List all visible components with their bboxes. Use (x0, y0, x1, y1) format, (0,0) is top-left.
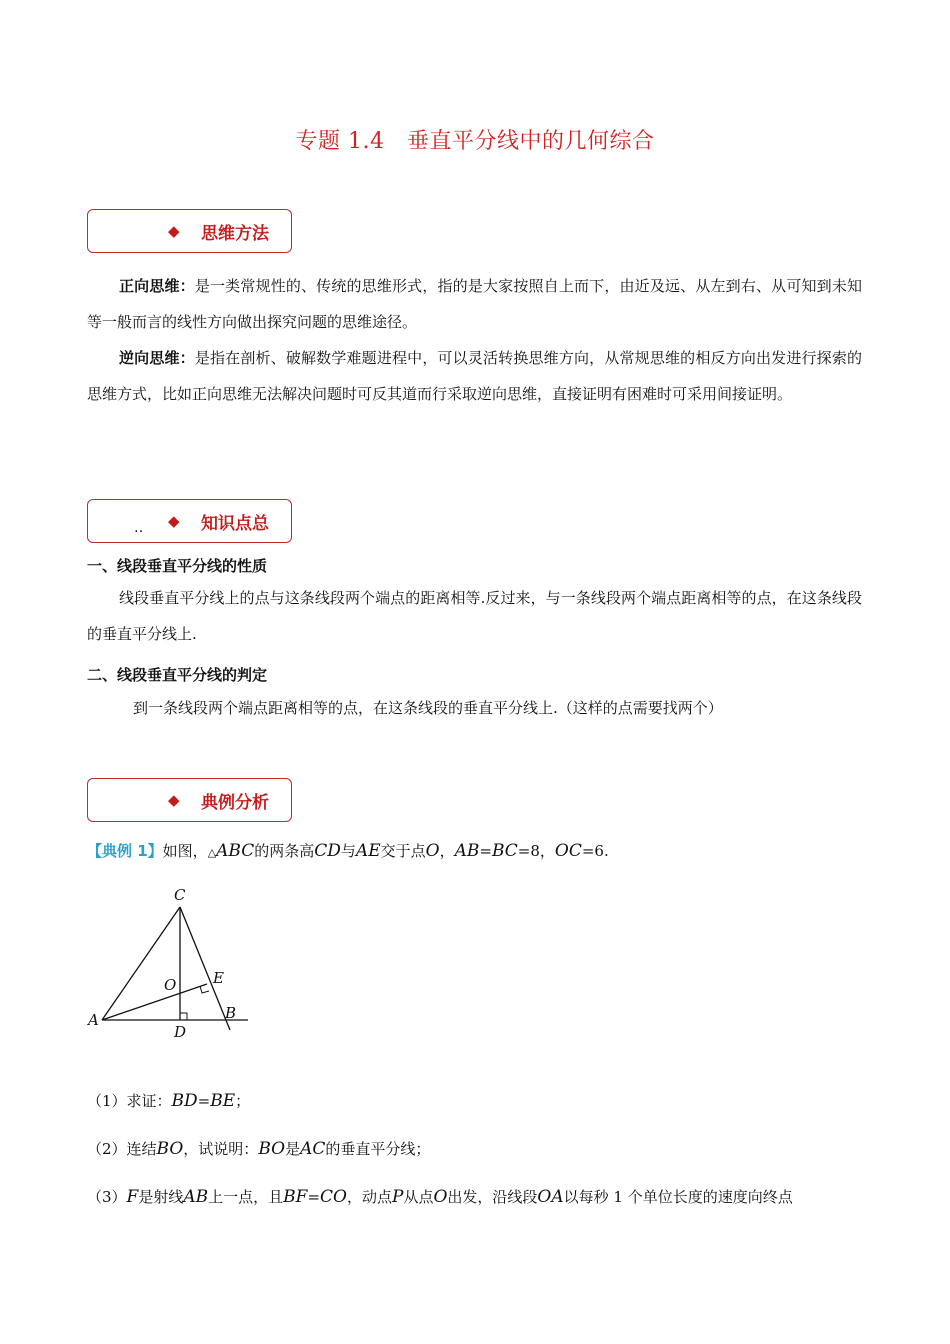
triangle-symbol: △ (207, 846, 217, 859)
text: = (197, 1092, 211, 1110)
math: AB (183, 1187, 209, 1207)
math: BO (156, 1139, 184, 1159)
label-e: E (213, 969, 224, 987)
example-label: 【典例 1】 (87, 842, 163, 860)
heading-property: 一、线段垂直平分线的性质 (87, 557, 268, 575)
text: =8， (517, 842, 555, 860)
math: BE (210, 1091, 236, 1111)
diamond-icon: ◆ (168, 222, 180, 240)
text: 从点 (403, 1188, 434, 1206)
right-angle-d (180, 1013, 187, 1020)
math: AB (454, 841, 480, 861)
example-intro (87, 840, 609, 861)
section-label: 典例分析 (201, 793, 269, 813)
text: ，动点 (346, 1188, 392, 1206)
math: BO (258, 1139, 286, 1159)
text: ，试说明： (183, 1140, 259, 1158)
label-a: A (88, 1011, 99, 1029)
label-d: D (174, 1023, 187, 1041)
text-forward: 是一类常规性的、传统的思维形式，指的是大家按照自上而下，由近及远、从左到右、从可知到未知等一般而言的线性方向做出探究问题的思维途径。 (87, 277, 862, 331)
text: = (307, 1188, 321, 1206)
paragraph-property: 线段垂直平分线上的点与这条线段两个端点的距离相等.反过来，与一条线段两个端点距离相等的点，在这条线段的垂直平分线上. (87, 589, 862, 643)
dots-mark: ‥ (134, 520, 146, 536)
term-forward: 正向思维： (119, 277, 195, 295)
question-3 (87, 1186, 793, 1207)
text: 的垂直平分线； (325, 1140, 431, 1158)
diamond-icon: ◆ (168, 512, 180, 530)
section-header-knowledge (87, 499, 292, 543)
section-label: 思维方法 (201, 224, 269, 244)
section-header-method (87, 209, 292, 253)
paragraph-judgement: 到一条线段两个端点距离相等的点，在这条线段的垂直平分线上.（这样的点需要找两个） (133, 699, 723, 717)
diamond-icon: ◆ (168, 791, 180, 809)
math: F (126, 1187, 139, 1207)
heading-judgement: 二、线段垂直平分线的判定 (87, 666, 268, 684)
line-ae (102, 984, 207, 1020)
section-header-examples (87, 778, 292, 822)
text-reverse: 是指在剖析、破解数学难题进程中，可以灵活转换思维方向，从常规思维的相反方向出发进行探索的思维方式，比如正向思维无法解决问题时可反其道而行采取逆向思维，直接证明有困难时可采用间接证明。 (87, 349, 862, 403)
text: 出发，沿线段 (447, 1188, 538, 1206)
question-2 (87, 1138, 430, 1159)
math: O (433, 1187, 448, 1207)
math: ABC (216, 841, 255, 861)
text: = (479, 842, 492, 860)
label-b: B (225, 1004, 237, 1022)
math: AC (300, 1139, 326, 1159)
term-reverse: 逆向思维： (119, 349, 195, 367)
math: OC (554, 841, 582, 861)
section-label: 知识点总 (201, 514, 269, 534)
label-o: O (164, 976, 177, 994)
paragraph-forward-thinking (87, 268, 862, 340)
text: ； (235, 1092, 251, 1110)
math: O (425, 841, 440, 861)
text: 如图， (162, 842, 208, 860)
line-ac (102, 907, 180, 1020)
label-c: C (174, 886, 186, 904)
text: （1）求证： (87, 1092, 172, 1110)
text: 以每秒 1 个单位长度的速度向终点 (563, 1188, 793, 1206)
text: 与 (340, 842, 356, 860)
math: OA (537, 1187, 564, 1207)
page-title: 专题 1.4 垂直平分线中的几何综合 (295, 129, 655, 154)
math: BD (171, 1091, 198, 1111)
text: ， (439, 842, 455, 860)
math: BC (491, 841, 518, 861)
text: =6. (581, 842, 609, 860)
text: 是射线 (138, 1188, 184, 1206)
text: 交于点 (380, 842, 426, 860)
question-1 (87, 1090, 250, 1111)
math: AE (355, 841, 381, 861)
math: CD (314, 841, 341, 861)
text: 的两条高 (254, 842, 315, 860)
text: （2）连结 (87, 1140, 157, 1158)
math: CO (320, 1187, 347, 1207)
paragraph-reverse-thinking (87, 340, 862, 412)
text: 是 (285, 1140, 301, 1158)
text: 上一点，且 (208, 1188, 284, 1206)
math: P (392, 1187, 404, 1207)
math: BF (283, 1187, 308, 1207)
right-angle-e (200, 986, 209, 993)
text: （3） (87, 1188, 127, 1206)
triangle-figure (80, 880, 280, 1045)
